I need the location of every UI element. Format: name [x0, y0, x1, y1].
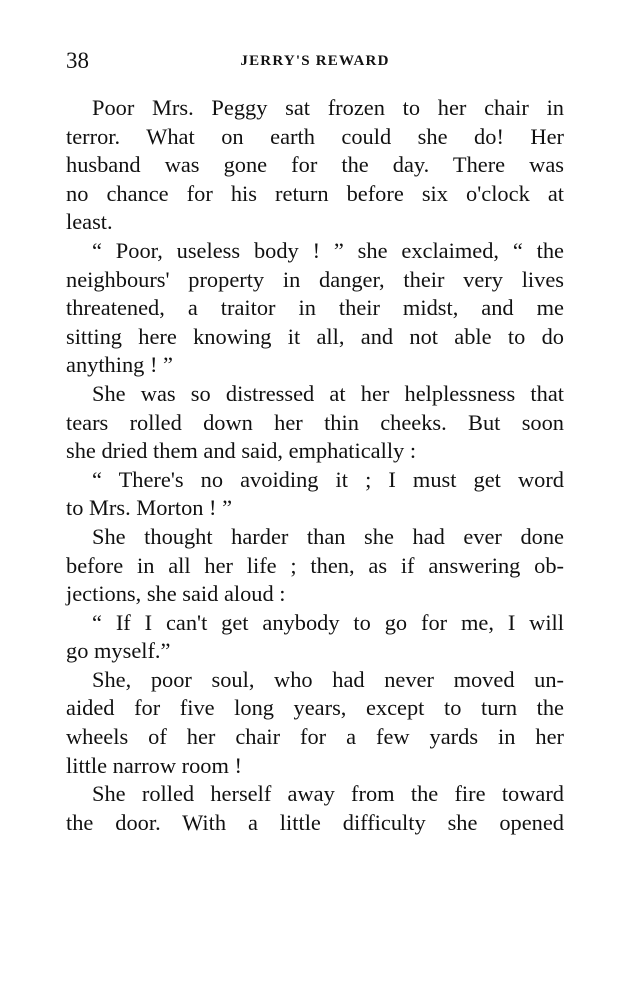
paragraph — [66, 780, 564, 837]
paragraph — [66, 523, 564, 609]
text-line: anything ! ” — [66, 352, 173, 378]
paragraph — [66, 466, 564, 523]
text-line: wheels of her chair for a few yards in her — [66, 724, 564, 750]
text-line: before in all her life ; then, as if answering ob- — [66, 552, 564, 578]
text-line: little narrow room ! — [66, 752, 242, 778]
paragraph — [66, 609, 564, 666]
text-line: neighbours' property in danger, their very lives — [66, 266, 564, 292]
text-line: sitting here knowing it all, and not able to do — [66, 323, 564, 349]
text-line: husband was gone for the day. There was — [66, 152, 564, 178]
page-number: 38 — [66, 48, 89, 73]
paragraph — [66, 237, 564, 380]
paragraph — [66, 94, 564, 237]
running-head — [66, 46, 564, 76]
text-line: “ There's no avoiding it ; I must get word — [92, 466, 564, 492]
text-line: go myself.” — [66, 638, 171, 664]
text-line: jections, she said aloud : — [66, 581, 286, 607]
text-line: terror. What on earth could she do! Her — [66, 123, 564, 149]
text-line: she dried them and said, emphatically : — [66, 438, 417, 464]
text-line: no chance for his return before six o'clock at — [66, 180, 564, 206]
text-line: She thought harder than she had ever done — [92, 523, 564, 549]
text-line: She rolled herself away from the fire toward — [92, 781, 564, 807]
paragraph — [66, 380, 564, 466]
text-line: “ If I can't get anybody to go for me, I will — [92, 609, 564, 635]
text-line: She, poor soul, who had never moved un- — [92, 666, 564, 692]
body-text — [66, 94, 564, 837]
text-line: tears rolled down her thin cheeks. But soon — [66, 409, 564, 435]
text-line: threatened, a traitor in their midst, and me — [66, 295, 564, 321]
text-line: She was so distressed at her helplessness that — [92, 380, 564, 406]
running-title: JERRY'S REWARD — [240, 53, 390, 69]
text-line: least. — [66, 209, 113, 235]
text-line: to Mrs. Morton ! ” — [66, 495, 233, 521]
text-line: the door. With a little difficulty she opened — [66, 809, 564, 835]
paragraph — [66, 666, 564, 780]
text-line: “ Poor, useless body ! ” she exclaimed, “ the — [92, 237, 564, 263]
text-line: Poor Mrs. Peggy sat frozen to her chair in — [92, 95, 564, 120]
text-line: aided for five long years, except to turn the — [66, 695, 564, 721]
